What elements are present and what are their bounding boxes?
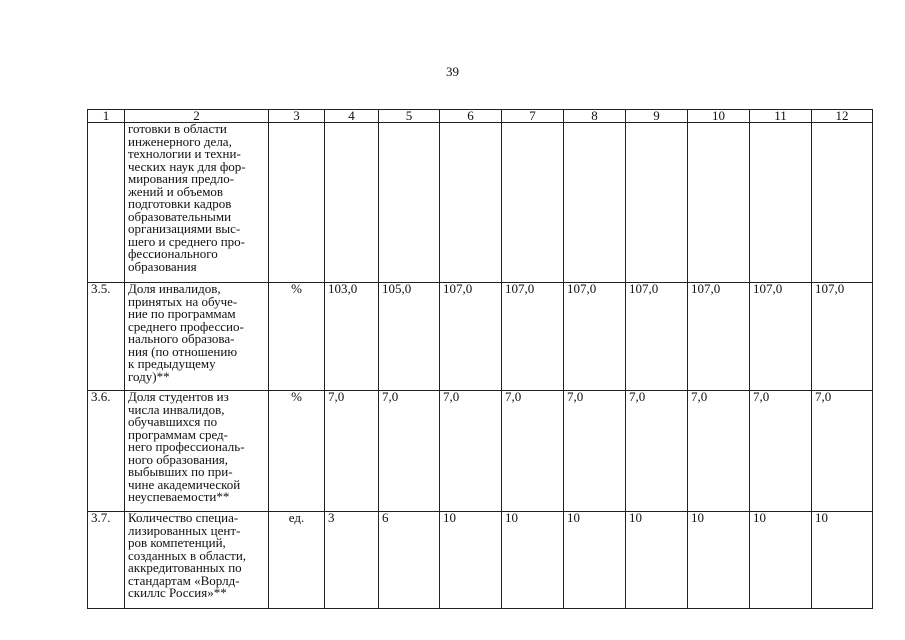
unit-cell: % xyxy=(269,391,325,512)
value-cell: 10 xyxy=(502,512,564,609)
column-header: 8 xyxy=(564,110,626,123)
value-cell: 7,0 xyxy=(502,391,564,512)
value-cell: 7,0 xyxy=(440,391,502,512)
column-header: 2 xyxy=(125,110,269,123)
value-cell: 7,0 xyxy=(379,391,440,512)
value-cell: 7,0 xyxy=(688,391,750,512)
unit-cell: % xyxy=(269,283,325,391)
row-number-cell xyxy=(88,123,125,283)
indicator-name-line: ние по программам xyxy=(128,306,236,321)
column-header: 1 xyxy=(88,110,125,123)
value-cell xyxy=(750,123,812,283)
indicator-name-line: программам сред- xyxy=(128,426,228,442)
table-row xyxy=(88,512,873,609)
indicator-name-line: принятых на обуче- xyxy=(128,293,238,309)
column-header: 4 xyxy=(325,110,379,123)
value-cell: 7,0 xyxy=(812,391,873,512)
value-cell xyxy=(379,123,440,283)
column-header: 9 xyxy=(626,110,688,123)
column-header: 7 xyxy=(502,110,564,123)
value-cell: 107,0 xyxy=(688,283,750,391)
indicator-name-line: к предыдущему xyxy=(128,356,216,371)
value-cell xyxy=(812,123,873,283)
indicator-name-line: созданных в области, xyxy=(128,547,247,563)
indicator-name-cell xyxy=(125,512,269,609)
indicator-name-line: инженерного дела, xyxy=(128,133,232,149)
indicator-name-line: Доля студентов из xyxy=(128,389,229,404)
column-header: 10 xyxy=(688,110,750,123)
value-cell: 10 xyxy=(812,512,873,609)
value-cell: 6 xyxy=(379,512,440,609)
row-number-cell: 3.7. xyxy=(88,512,125,609)
value-cell xyxy=(325,123,379,283)
value-cell: 10 xyxy=(440,512,502,609)
value-cell: 107,0 xyxy=(440,283,502,391)
value-cell: 107,0 xyxy=(750,283,812,391)
indicator-name-line: организациями выс- xyxy=(128,221,241,236)
indicator-name-line: нального образова- xyxy=(128,331,235,346)
indicator-name-line: фессионального xyxy=(128,246,218,261)
indicator-name-cell xyxy=(125,283,269,391)
value-cell: 7,0 xyxy=(325,391,379,512)
indicator-name-line: чине академической xyxy=(128,476,241,492)
indicator-name-line: ческих наук для фор- xyxy=(128,158,246,174)
indicator-name-line: подготовки кадров xyxy=(128,196,232,211)
value-cell: 10 xyxy=(688,512,750,609)
indicator-name-line: выбывших по при- xyxy=(128,464,233,479)
indicator-name-line: готовки в области xyxy=(128,121,227,136)
value-cell xyxy=(688,123,750,283)
value-cell: 3 xyxy=(325,512,379,609)
value-cell xyxy=(440,123,502,283)
column-header: 11 xyxy=(750,110,812,123)
indicator-name-line: году)** xyxy=(128,368,170,384)
indicator-name-line: Доля инвалидов, xyxy=(128,281,221,296)
indicator-name-line: аккредитованных по xyxy=(128,560,242,575)
column-header: 12 xyxy=(812,110,873,123)
indicator-name-line: стандартам «Ворлд- xyxy=(128,572,240,588)
value-cell: 10 xyxy=(626,512,688,609)
indicator-name-line: неуспеваемости** xyxy=(128,489,230,504)
indicator-name-line: ного образования, xyxy=(128,451,229,467)
value-cell: 107,0 xyxy=(812,283,873,391)
indicator-name-cell xyxy=(125,391,269,512)
page-number: 39 xyxy=(446,64,459,79)
value-cell: 107,0 xyxy=(626,283,688,391)
indicator-name-line: него профессиональ- xyxy=(128,439,245,454)
value-cell: 10 xyxy=(750,512,812,609)
indicator-name-line: жений и объемов xyxy=(128,183,224,199)
value-cell: 107,0 xyxy=(564,283,626,391)
column-header: 5 xyxy=(379,110,440,123)
value-cell: 107,0 xyxy=(502,283,564,391)
indicator-name-line: лизированных цент- xyxy=(128,522,241,538)
value-cell: 10 xyxy=(564,512,626,609)
column-header: 3 xyxy=(269,110,325,123)
indicator-name-line: числа инвалидов, xyxy=(128,401,225,417)
indicators-table xyxy=(87,109,873,609)
value-cell: 103,0 xyxy=(325,283,379,391)
indicator-name-line: скиллс Россия»** xyxy=(128,585,227,600)
indicator-name-line: мирования предло- xyxy=(128,171,235,186)
unit-cell xyxy=(269,123,325,283)
value-cell: 105,0 xyxy=(379,283,440,391)
table-row xyxy=(88,391,873,512)
indicator-name-line: технологии и техни- xyxy=(128,146,241,161)
indicator-name-line: обучавшихся по xyxy=(128,414,218,429)
indicator-name-line: среднего профессио- xyxy=(128,318,244,334)
table-row-continuation xyxy=(88,123,873,283)
indicator-name-line: образовательными xyxy=(128,208,232,224)
indicator-name-line: образования xyxy=(128,258,197,274)
indicator-name-line: ния (по отношению xyxy=(128,343,238,359)
row-number-cell: 3.6. xyxy=(88,391,125,512)
unit-cell: ед. xyxy=(269,512,325,609)
indicator-name-line: шего и среднего про- xyxy=(128,233,245,249)
column-header: 6 xyxy=(440,110,502,123)
indicator-name-line: ров компетенций, xyxy=(128,535,226,550)
value-cell xyxy=(564,123,626,283)
value-cell: 7,0 xyxy=(626,391,688,512)
value-cell: 7,0 xyxy=(564,391,626,512)
value-cell: 7,0 xyxy=(750,391,812,512)
table-row xyxy=(88,283,873,391)
row-number-cell: 3.5. xyxy=(88,283,125,391)
value-cell xyxy=(626,123,688,283)
indicator-name-cell xyxy=(125,123,269,283)
indicator-name-line: Количество специа- xyxy=(128,510,239,525)
value-cell xyxy=(502,123,564,283)
